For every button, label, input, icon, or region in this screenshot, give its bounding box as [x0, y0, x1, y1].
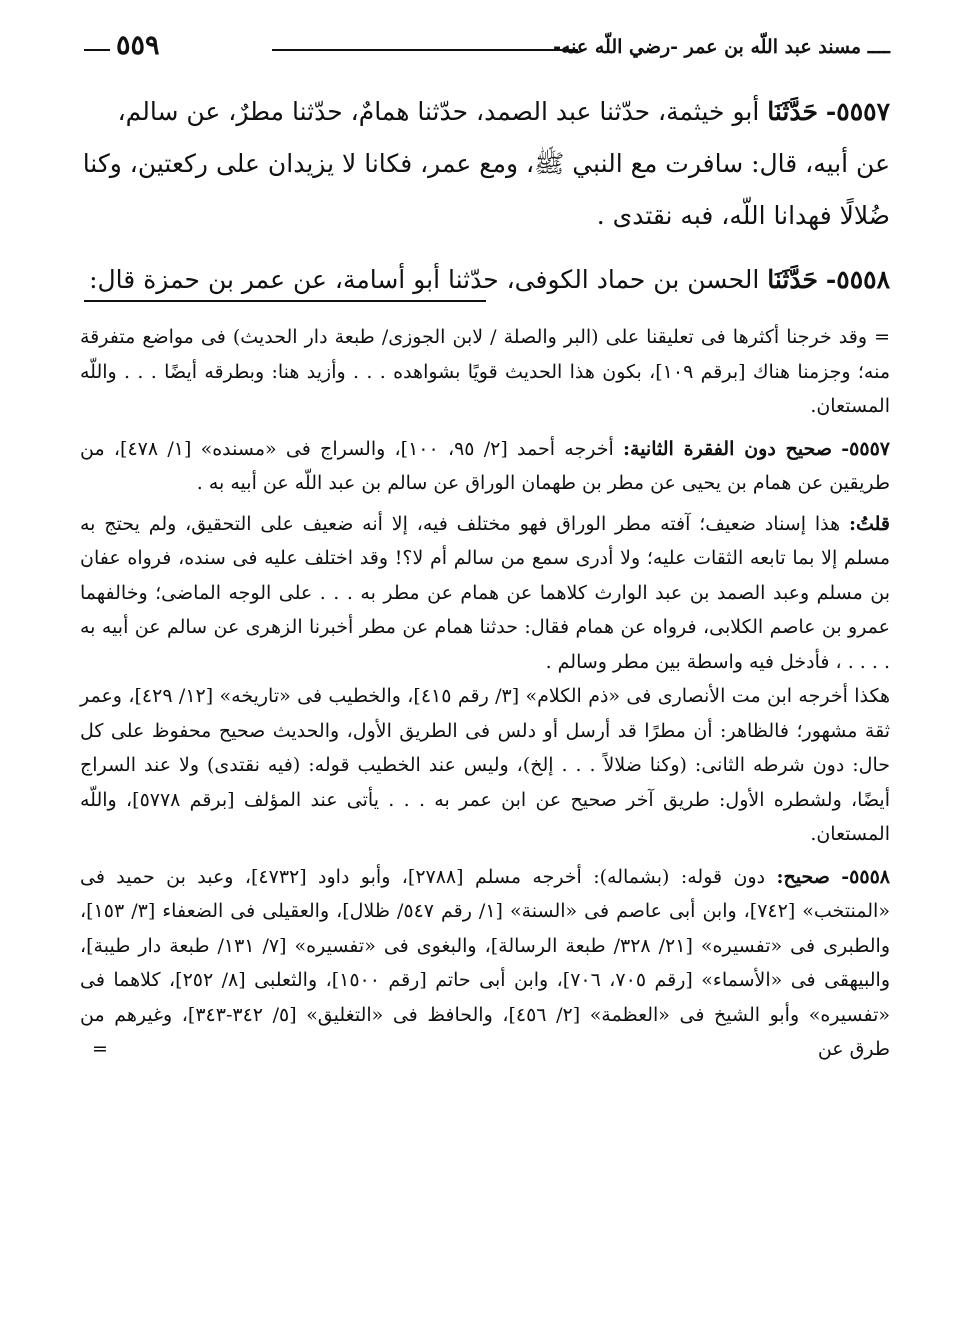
hadith-text: الحسن بن حماد الكوفى، حدّثنا أبو أسامة، عن عمر بن حمزة قال: [89, 265, 760, 294]
hadith-keyword: حَدَّثَنَا [767, 265, 818, 294]
page-header [80, 30, 890, 70]
qultu-text: هذا إسناد ضعيف؛ آفته مطر الوراق فهو مختلف فيه، إلا أنه ضعيف على التحقيق، ولم يحتج به مسلم إلا بما تابعه الثقات عليه؛ ولا أدرى سمع من سالم أم لا؟! وقد اختلف عليه فى سنده، فرواه عفان بن مسلم وعبد الصمد بن عبد الوارث كلاهما عن همام عن مطر به . . . على الوجه الماضى؛ وخالفهما عمرو بن عاصم الكلابى، فرواه عن همام فقال: حدثنا همام عن مطر أخبرنا الزهرى عن سالم عن أبيه به . . . . ، فأدخل فيه واسطة بين مطر وسالم . [80, 512, 890, 673]
footnote-text: دون قوله: (بشماله): أخرجه مسلم [٢٧٨٨]، وأبو داود [٤٧٣٢]، وعبد بن حميد فى «المنتخب» [٧٤٢]، وابن أبى عاصم فى «السنة» [١/ رقم ٥٤٧/ ظلال]، والعقيلى فى الضعفاء [٣/ ١٥٣]، والطبرى فى «تفسيره» [٢١/ ٣٢٨/ طبعة الرسالة]، والبغوى فى «تفسيره» [٧/ ١٣١/ طبعة دار طيبة]، والبيهقى فى «الأسماء» [رقم ٧٠٥، ٧٠٦]، وابن أبى حاتم [رقم ١٥٠٠]، والثعلبى [٨/ ٢٥٢]، كلاهما فى «تفسيره» وأبو الشيخ فى «العظمة» [٢/ ٤٥٦]، والحافظ فى «التغليق» [٥/ ٣٤٢-٣٤٣]، وغيرهم من طرق عن [80, 865, 891, 1060]
hadith-number: ٥٥٥٧- [825, 97, 890, 126]
footnote-5558 [80, 860, 890, 1067]
footnote-continuation [80, 320, 890, 424]
continued-marker: = [92, 1038, 108, 1060]
qultu-label: قلتُ: [848, 512, 890, 535]
header-rule [272, 49, 578, 51]
footnote-number: ٥٥٥٨- [841, 865, 890, 888]
continuation-marker: = [874, 326, 890, 348]
more-text: هكذا أخرجه ابن مت الأنصارى فى «ذم الكلام» [٣/ رقم ٤١٥]، والخطيب فى «تاريخه» [١٢/ ٤٢٩]، وعمر ثقة مشهور؛ فالظاهر: أن مطرًا قد أرسل أو دلس فى الطريق الأول، والحديث صحيح محفوظ على كل حال: دون شرطه الثانى: (وكنا ضلالاً . . . إلخ)، وليس عند الخطيب قوله: (فيه نقتدى) ولا عند السراج أيضًا، ولشطره الأول: طريق آخر صحيح عن ابن عمر به . . . يأتى عند المؤلف [برقم ٥٧٧٨]، واللّه المستعان. [80, 685, 890, 845]
page-number: ٥٥٩ [116, 30, 160, 61]
footnote-number: ٥٥٥٧- [841, 437, 890, 460]
footnotes [80, 320, 890, 1067]
footnote-heading: صحيح دون الفقرة الثانية: [623, 437, 833, 460]
hadith-keyword: حَدَّثَنَا [767, 97, 818, 126]
hadith-number: ٥٥٥٨- [825, 265, 890, 294]
hadith-5557 [80, 86, 890, 242]
footnote-separator [84, 300, 486, 302]
main-text [80, 86, 890, 306]
footnote-text: وقد خرجنا أكثرها فى تعليقنا على (البر والصلة / لابن الجوزى/ طبعة دار الحديث) فى مواضع متفرقة منه؛ وجزمنا هناك [برقم ١٠٩]، بكون هذا الحديث قويًا بشواهده . . . وأزيد هنا: وبطرقه أيضًا . . . واللّه المستعان. [80, 326, 890, 417]
running-title: ــــ مسند عبد اللّه بن عمر -رضي اللّه عنه- [553, 36, 890, 58]
footnote-text: أخرجه أحمد [٢/ ٩٥، ١٠٠]، والسراج فى «مسنده» [١/ ٤٧٨]، من طريقين عن همام بن يحيى عن مطر بن طهمان الوراق عن سالم بن عبد اللّه عن أبيه به . [80, 437, 890, 494]
footnote-heading: صحيح: [776, 865, 830, 888]
hadith-text: أبو خيثمة، حدّثنا عبد الصمد، حدّثنا همامٌ، حدّثنا مطرٌ، عن سالم، عن أبيه، قال: سافرت مع النبي ﷺ، ومع عمر، فكانا لا يزيدان على ركعتين، وكنا ضُلالًا فهدانا اللّه، فبه نقتدى . [82, 97, 890, 230]
page-number-dash [84, 49, 110, 51]
footnote-5557 [80, 432, 890, 852]
hadith-5558 [80, 254, 890, 306]
